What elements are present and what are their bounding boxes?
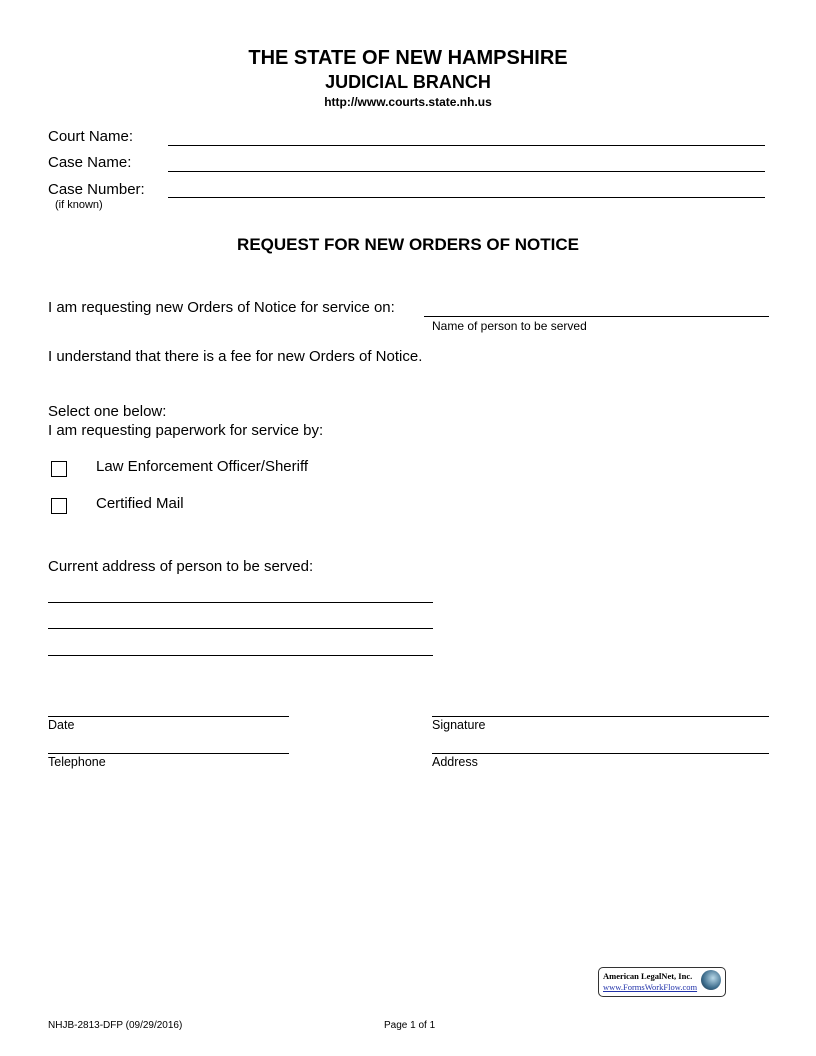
paperwork-text: I am requesting paperwork for service by: (48, 422, 324, 439)
logo-company: American LegalNet, Inc. (603, 971, 693, 981)
certified-mail-option-label: Certified Mail (96, 495, 184, 512)
american-legalnet-logo[interactable] (598, 967, 726, 997)
courts-url: http://www.courts.state.nh.us (324, 95, 492, 109)
form-id: NHJB-2813-DFP (09/29/2016) (48, 1020, 183, 1031)
date-field[interactable] (48, 716, 289, 717)
request-text: I am requesting new Orders of Notice for service on: (48, 299, 395, 316)
fee-text: I understand that there is a fee for new Orders of Notice. (48, 348, 423, 365)
court-name-field[interactable] (168, 145, 765, 146)
sheriff-checkbox[interactable] (51, 461, 67, 477)
case-number-label: Case Number: (48, 181, 145, 198)
judicial-branch-subtitle: JUDICIAL BRANCH (325, 72, 491, 92)
select-one-text: Select one below: (48, 403, 167, 420)
globe-icon (701, 970, 721, 990)
case-name-field[interactable] (168, 171, 765, 172)
address-line-3[interactable] (48, 655, 433, 656)
date-label: Date (48, 718, 75, 732)
case-name-label: Case Name: (48, 154, 132, 171)
case-number-field[interactable] (168, 197, 765, 198)
signature-label: Signature (432, 718, 486, 732)
person-served-field[interactable] (424, 316, 769, 317)
sheriff-option-label: Law Enforcement Officer/Sheriff (96, 458, 309, 475)
telephone-label: Telephone (48, 755, 106, 769)
certified-mail-checkbox[interactable] (51, 498, 67, 514)
case-number-note: (if known) (55, 199, 103, 211)
form-title: REQUEST FOR NEW ORDERS OF NOTICE (237, 235, 579, 254)
state-title: THE STATE OF NEW HAMPSHIRE (248, 47, 568, 69)
court-name-label: Court Name: (48, 128, 134, 145)
address-sign-field[interactable] (432, 753, 769, 754)
address-label: Current address of person to be served: (48, 558, 314, 575)
page-number: Page 1 of 1 (384, 1020, 436, 1031)
person-served-caption: Name of person to be served (432, 319, 587, 333)
address-sign-label: Address (432, 755, 478, 769)
address-line-1[interactable] (48, 602, 433, 603)
logo-website[interactable]: www.FormsWorkFlow.com (603, 982, 698, 992)
telephone-field[interactable] (48, 753, 289, 754)
address-line-2[interactable] (48, 628, 433, 629)
signature-field[interactable] (432, 716, 769, 717)
